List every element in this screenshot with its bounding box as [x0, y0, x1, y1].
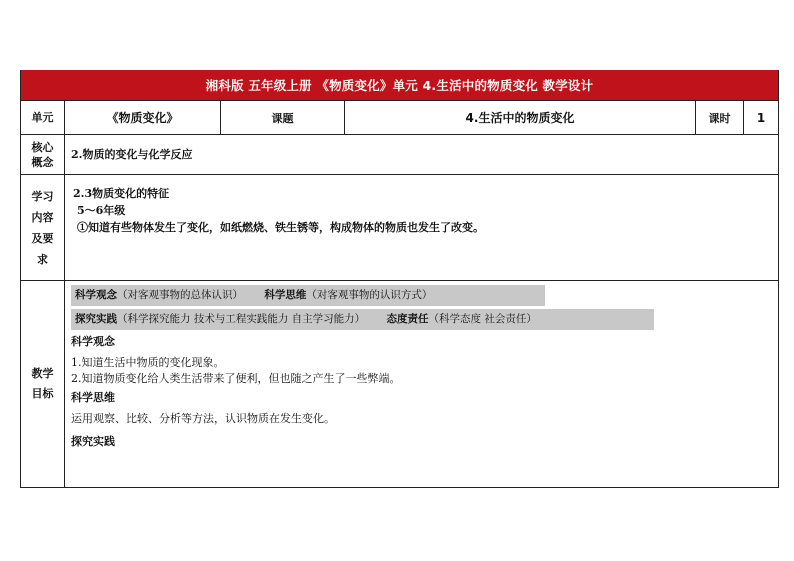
goals-label — [21, 281, 65, 487]
sec-science-concept-title: 科学观念 — [71, 335, 115, 348]
goals-label-line1: 教学 — [31, 367, 54, 380]
sec-science-concept-item-1: 1.知道生活中物质的变化现象。 — [71, 356, 225, 369]
sec-science-thinking-item-1: 运用观察、比较、分析等方法，认识物质在发生变化。 — [71, 412, 335, 425]
hl-inquiry-practice-desc: （科学探究能力 技术与工程实践能力 自主学习能力） — [117, 313, 366, 325]
unit-name: 《物质变化》 — [65, 101, 221, 134]
hours-value: 1 — [756, 110, 766, 125]
hl-attitude-responsibility-desc: （科学态度 社会责任） — [428, 313, 537, 325]
goals-highlight-1 — [71, 285, 772, 306]
hl-attitude-responsibility: 态度责任 — [386, 313, 429, 325]
learning-label-line3: 及要 — [31, 231, 54, 245]
unit-label: 单元 — [21, 101, 65, 134]
hl-inquiry-practice: 探究实践 — [75, 313, 117, 325]
goals-label-line2: 目标 — [31, 387, 54, 400]
sec-science-concept-item-2: 2.知道物质变化给人类生活带来了便利，但也随之产生了一些弊端。 — [71, 372, 401, 385]
learning-row — [21, 174, 778, 280]
learning-label-line4: 求 — [37, 252, 48, 266]
core-concept-label-line1: 核心 — [31, 140, 54, 154]
hl-science-concept: 科学观念 — [75, 289, 117, 301]
unit-row — [21, 100, 778, 134]
learning-label-line1: 学习 — [31, 189, 54, 203]
core-concept-text — [65, 135, 778, 174]
lesson-plan-table — [20, 70, 779, 488]
goals-row — [21, 280, 778, 487]
core-concept-label-line2: 概念 — [31, 155, 54, 169]
core-concept-row — [21, 134, 778, 174]
sec-science-thinking-title: 科学思维 — [71, 391, 115, 404]
learning-content — [65, 175, 778, 280]
hl-science-thinking-desc: （对客观事物的认识方式） — [306, 289, 433, 301]
sec-inquiry-practice-title: 探究实践 — [71, 435, 115, 448]
goals-content — [65, 281, 778, 487]
learning-line-1: 2.3物质变化的特征 — [73, 187, 170, 200]
goals-highlight-2 — [71, 309, 772, 330]
learning-label — [21, 175, 65, 280]
learning-line-2: 5～6年级 — [77, 204, 126, 217]
lesson-name: 4.生活中的物质变化 — [345, 101, 696, 134]
core-concept-label — [21, 135, 65, 174]
hl-science-concept-desc: （对客观事物的总体认识） — [117, 289, 243, 301]
hours-label: 课时 — [696, 101, 744, 134]
learning-label-line2: 内容 — [31, 210, 54, 224]
hl-science-thinking: 科学思维 — [264, 289, 307, 301]
learning-line-3: ①知道有些物体发生了变化，如纸燃烧、铁生锈等，构成物体的物质也发生了改变。 — [77, 221, 484, 234]
core-concept-value: 2.物质的变化与化学反应 — [71, 148, 193, 161]
document-title: 湘科版 五年级上册 《物质变化》单元 4.生活中的物质变化 教学设计 — [21, 70, 778, 100]
lesson-label: 课题 — [221, 101, 345, 134]
